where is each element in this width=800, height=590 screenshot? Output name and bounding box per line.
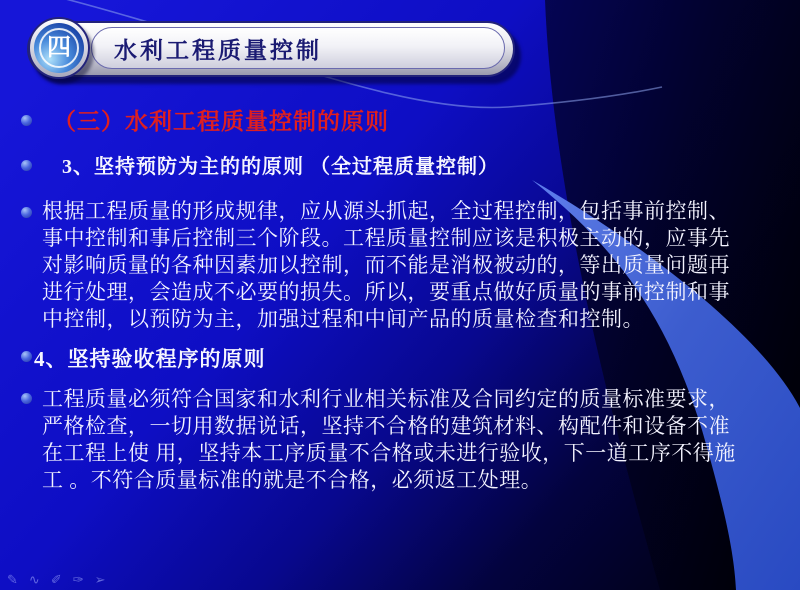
subheading-principle-4: 4、坚持验收程序的原则 [34,347,266,371]
paragraph-line: 工程质量必须符合国家和水利行业相关标准及合同约定的质量标准要求， [42,387,730,411]
bullet-icon [21,115,32,126]
pointer-icon[interactable]: ➢ [94,573,106,588]
paragraph-line: 在工程上使 用，坚持本工序质量不合格或未进行验收，下一道工序不得施 [42,441,736,465]
paragraph-line: 进行处理，会造成不必要的损失。所以，要重点做好质量的事前控制和事 [42,280,730,304]
header-title: 水利工程质量控制 [114,36,322,63]
paragraph-acceptance-principle [42,386,736,494]
paragraph-line: 严格检查，一切用数据说话，坚持不合格的建筑材料、构配件和设备不准 [42,414,730,438]
header-banner-inner [91,27,505,69]
marker-icon[interactable]: ✐ [50,573,62,588]
bullet-icon [21,207,32,218]
bullet-icon [21,160,32,171]
pen-icon[interactable]: ✎ [7,573,18,588]
scribble-icon[interactable]: ∿ [28,573,40,588]
subheading-principle-3: 3、坚持预防为主的的原则 （全过程质量控制） [62,156,499,178]
section-heading: （三）水利工程质量控制的原则 [53,109,389,134]
header-banner [27,21,515,77]
paragraph-line: 工 。不符合质量标准的就是不合格，必须返工处理。 [42,468,543,492]
paragraph-line: 根据工程质量的形成规律，应从源头抓起，全过程控制，包括事前控制、 [42,199,730,223]
annotation-toolbar [7,574,106,587]
section-badge-number: 四 [47,34,71,61]
eraser-icon[interactable]: ✑ [72,573,84,588]
paragraph-line: 事中控制和事后控制三个阶段。工程质量控制应该是积极主动的，应事先 [42,226,730,250]
paragraph-prevention-principle [42,198,730,333]
bullet-icon [21,351,32,362]
section-badge-sphere [34,23,84,73]
paragraph-line: 对影响质量的各种因素加以控制，而不能是消极被动的，等出质量问题再 [42,253,730,277]
paragraph-line: 中控制，以预防为主，加强过程和中间产品的质量检查和控制。 [42,307,644,331]
section-badge [28,17,90,79]
bullet-icon [21,393,32,404]
